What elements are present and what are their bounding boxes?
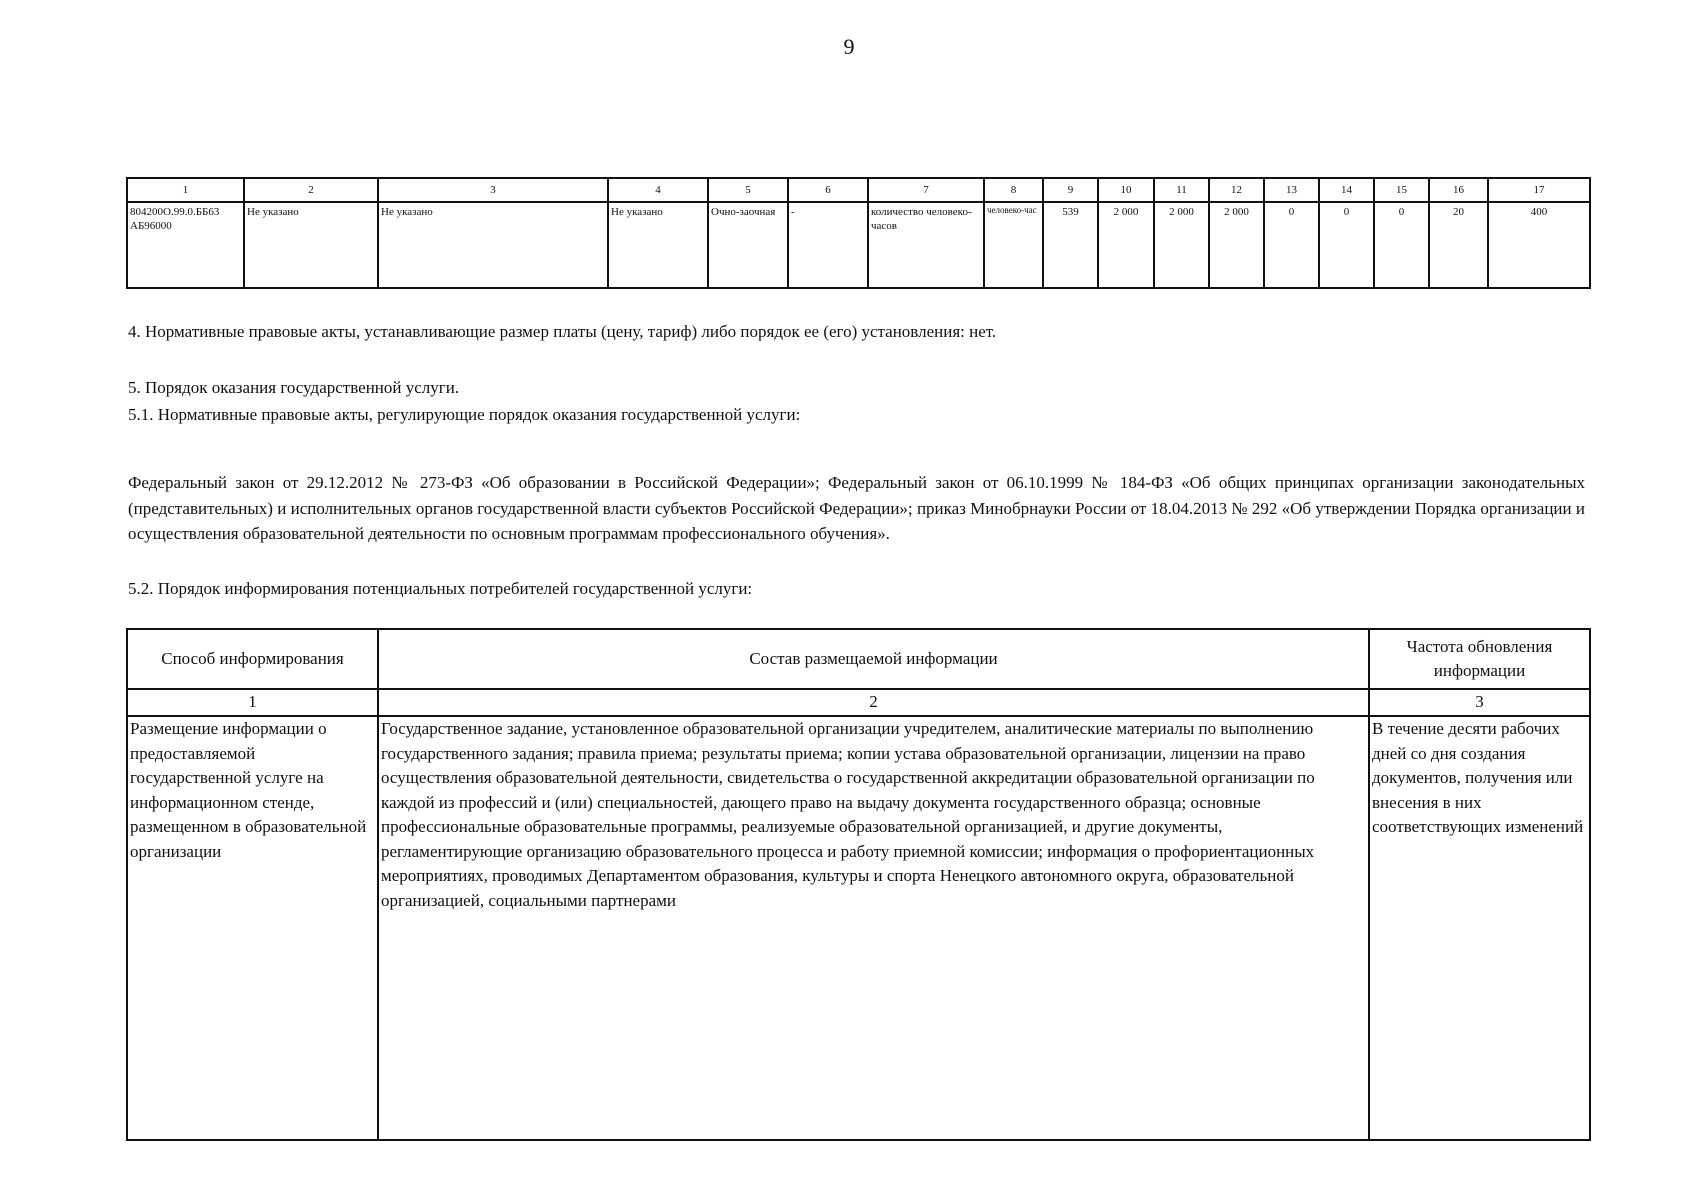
column-number: 1 xyxy=(127,178,244,202)
indicators-table xyxy=(126,177,1591,289)
section-4: 4. Нормативные правовые акты, устанавливающие размер платы (цену, тариф) либо порядок ее (его) установления: нет. xyxy=(128,322,997,341)
column-number: 16 xyxy=(1429,178,1488,202)
registry-code: 804200О.99.0.ББ63 АБ96000 xyxy=(127,202,244,288)
column-number: 2 xyxy=(244,178,378,202)
education-form: Очно-заочная xyxy=(708,202,788,288)
column-number: 13 xyxy=(1264,178,1319,202)
deviation-absolute: 400 xyxy=(1488,202,1590,288)
section-5-2: 5.2. Порядок информирования потенциальных потребителей государственной услуги: xyxy=(128,579,753,598)
column-number: 4 xyxy=(608,178,708,202)
table-row xyxy=(127,716,1590,1140)
table-cell: Не указано xyxy=(378,202,608,288)
fee-year-2: 0 xyxy=(1319,202,1374,288)
column-number: 5 xyxy=(708,178,788,202)
table-cell: Не указано xyxy=(244,202,378,288)
value-year-3: 2 000 xyxy=(1209,202,1264,288)
table-header-row xyxy=(127,629,1590,689)
section-5: 5. Порядок оказания государственной услуги. xyxy=(128,378,460,397)
column-number: 14 xyxy=(1319,178,1374,202)
column-number: 10 xyxy=(1098,178,1154,202)
table-cell: - xyxy=(788,202,868,288)
column-number: 8 xyxy=(984,178,1043,202)
column-number: 12 xyxy=(1209,178,1264,202)
column-number: 3 xyxy=(378,178,608,202)
column-number: 6 xyxy=(788,178,868,202)
column-number: 9 xyxy=(1043,178,1098,202)
informing-table xyxy=(126,628,1591,1141)
section-5-1: 5.1. Нормативные правовые акты, регулирующие порядок оказания государственной услуги: xyxy=(128,405,801,424)
table-cell: Не указано xyxy=(608,202,708,288)
fee-year-3: 0 xyxy=(1374,202,1429,288)
column-number: 15 xyxy=(1374,178,1429,202)
column-number: 11 xyxy=(1154,178,1209,202)
value-year-2: 2 000 xyxy=(1154,202,1209,288)
column-header: Частота обновления информации xyxy=(1369,629,1590,689)
column-number: 2 xyxy=(378,689,1369,716)
unit: человеко-час xyxy=(984,202,1043,288)
column-number-row xyxy=(127,689,1590,716)
value-year-1: 2 000 xyxy=(1098,202,1154,288)
column-number: 1 xyxy=(127,689,378,716)
column-header: Способ информирования xyxy=(127,629,378,689)
page-number: 9 xyxy=(843,34,855,59)
update-frequency: В течение десяти рабочих дней со дня создания документов, получения или внесения в них соответствующих изменений xyxy=(1369,716,1590,1140)
fee-year-1: 0 xyxy=(1264,202,1319,288)
indicator-name: количество человеко-часов xyxy=(868,202,984,288)
table-header-row xyxy=(127,178,1590,202)
table-row xyxy=(127,202,1590,288)
column-number: 3 xyxy=(1369,689,1590,716)
legal-acts-paragraph: Федеральный закон от 29.12.2012 № 273-ФЗ «Об образовании в Российской Федерации»; Федеральный закон от 06.10.1999 № 184-ФЗ «Об общих принципах организации законодательных (представительных) и исполнительных органов государственной власти субъектов Российской Федерации»; приказ Минобрнауки России от 18.04.2013 № 292 «Об утверждении Порядка организации и осуществления образовательной деятельности по основным программам профессионального обучения». xyxy=(128,473,1585,543)
column-header: Состав размещаемой информации xyxy=(378,629,1369,689)
deviation-percent: 20 xyxy=(1429,202,1488,288)
informing-method: Размещение информации о предоставляемой государственной услуге на информационном стенде, размещенном в образовательной организации xyxy=(127,716,378,1140)
information-content: Государственное задание, установленное образовательной организации учредителем, аналитические материалы по выполнению государственного задания; правила приема; результаты приема; копии устава образовательной организации, лицензии на право осуществления образовательной деятельности, свидетельства о государственной аккредитации образовательной организации по каждой из профессий и (или) специальностей, дающего право на выдачу документа государственного образца; основные профессиональные образовательные программы, реализуемые образовательной организацией, и другие документы, регламентирующие организацию образовательного процесса и работу приемной комиссии; информация о профориентационных мероприятиях, проводимых Департаментом образования, культуры и спорта Ненецкого автономного округа, образовательной организацией, социальными партнерами xyxy=(378,716,1369,1140)
column-number: 7 xyxy=(868,178,984,202)
column-number: 17 xyxy=(1488,178,1590,202)
unit-code: 539 xyxy=(1043,202,1098,288)
